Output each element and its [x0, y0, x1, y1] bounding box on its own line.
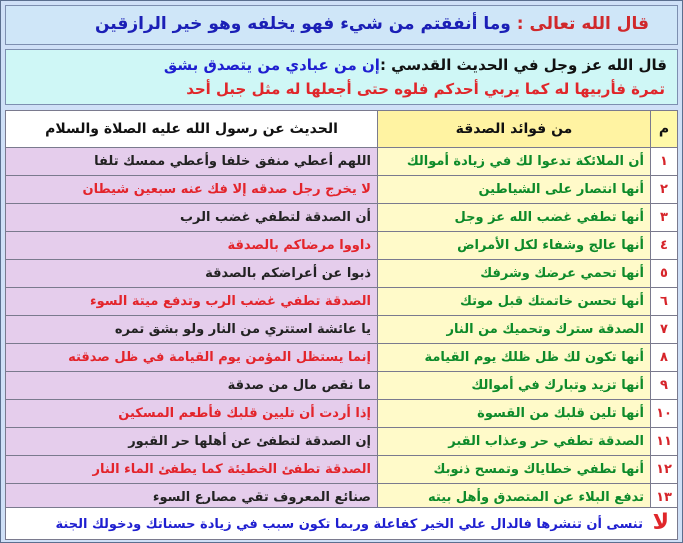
row-hadith: داووا مرضاكم بالصدقة	[6, 232, 378, 260]
row-benefit: أنها تطفي خطاياك وتمسح ذنوبك	[378, 456, 651, 484]
footer-la: لا	[652, 510, 669, 535]
header-number: م	[651, 111, 678, 148]
table-row	[6, 456, 678, 484]
row-benefit: الصدقة تطفي حر وعذاب القبر	[378, 428, 651, 456]
table-row	[6, 372, 678, 400]
table-row	[6, 400, 678, 428]
table-row	[6, 288, 678, 316]
row-hadith: ما نقص مال من صدقة	[6, 372, 378, 400]
table-row	[6, 260, 678, 288]
header-hadith: الحديث عن رسول الله عليه الصلاة والسلام	[6, 111, 378, 148]
footer-text: تنسى أن تنشرها فالدال علي الخير كفاعلة وربما تكون سبب في زيادة حسناتك ودخولك الجنة	[55, 517, 643, 532]
row-benefit: أنها تطفي غضب الله عز وجل	[378, 204, 651, 232]
table-row	[6, 204, 678, 232]
qudsi-line-2: تمرة فأربيها له كما يربي أحدكم فلوه حتى أجعلها له مثل جبل أحد	[186, 80, 665, 98]
row-benefit: أنها تحسن خاتمتك قبل موتك	[378, 288, 651, 316]
qudsi-hadith-banner	[5, 49, 678, 105]
row-number: ١٣	[651, 484, 678, 512]
row-hadith: لا يخرج رجل صدقه إلا فك عنه سبعين شيطان	[6, 176, 378, 204]
qudsi-prefix: قال الله عز وجل في الحديث القدسي :	[379, 56, 667, 74]
table-row	[6, 232, 678, 260]
row-hadith: ذبوا عن أعراضكم بالصدقة	[6, 260, 378, 288]
row-hadith: الصدقة تطفئ الخطيئة كما يطفئ الماء النار	[6, 456, 378, 484]
row-benefit: أنها تلين قلبك من القسوة	[378, 400, 651, 428]
table-row	[6, 176, 678, 204]
row-hadith: اللهم أعطي منفق خلفا وأعطي ممسك تلفا	[6, 148, 378, 176]
table-row	[6, 316, 678, 344]
qudsi-highlight: إن من عبادي من يتصدق بشق	[163, 56, 380, 74]
row-benefit: أنها انتصار على الشياطين	[378, 176, 651, 204]
row-number: ١	[651, 148, 678, 176]
row-hadith: إذا أردت أن تليين قلبك فأطعم المسكين	[6, 400, 378, 428]
quran-verse-banner	[5, 5, 678, 45]
row-hadith: الصدقة تطفي غضب الرب وتدفع ميتة السوء	[6, 288, 378, 316]
table-header-row	[6, 111, 678, 148]
row-number: ١٢	[651, 456, 678, 484]
row-benefit: أنها عالج وشفاء لكل الأمراض	[378, 232, 651, 260]
row-hadith: إنما يستظل المؤمن يوم القيامة في ظل صدقته	[6, 344, 378, 372]
row-benefit: تدفع البلاء عن المتصدق وأهل بيته	[378, 484, 651, 512]
row-number: ٩	[651, 372, 678, 400]
row-hadith: يا عائشة استتري من النار ولو بشق تمره	[6, 316, 378, 344]
row-benefit: أن الملائكة تدعوا لك في زيادة أموالك	[378, 148, 651, 176]
row-hadith: إن الصدقة لتطفئ عن أهلها حر القبور	[6, 428, 378, 456]
qudsi-line-1	[164, 56, 667, 74]
table-row	[6, 428, 678, 456]
charity-benefits-table	[5, 110, 678, 512]
row-benefit: الصدقة سترك وتحميك من النار	[378, 316, 651, 344]
row-benefit: أنها تحمي عرضك وشرفك	[378, 260, 651, 288]
row-number: ١١	[651, 428, 678, 456]
row-benefit: أنها تزيد وتبارك في أموالك	[378, 372, 651, 400]
row-number: ٥	[651, 260, 678, 288]
header-benefit: من فوائد الصدقة	[378, 111, 651, 148]
quran-verse	[95, 14, 649, 34]
row-number: ٢	[651, 176, 678, 204]
table-row	[6, 344, 678, 372]
row-number: ٨	[651, 344, 678, 372]
row-number: ٤	[651, 232, 678, 260]
row-hadith: صنائع المعروف تقي مصارع السوء	[6, 484, 378, 512]
share-reminder-footer	[5, 507, 678, 540]
row-benefit: أنها تكون لك ظل ظلك يوم القيامة	[378, 344, 651, 372]
row-number: ٦	[651, 288, 678, 316]
quran-verse-text: وما أنفقتم من شيء فهو يخلفه وهو خير الرازقين	[94, 14, 517, 34]
table-row	[6, 148, 678, 176]
row-number: ١٠	[651, 400, 678, 428]
row-number: ٣	[651, 204, 678, 232]
quran-verse-lead: قال الله تعالى :	[516, 14, 649, 34]
row-hadith: أن الصدقة لتطفي غضب الرب	[6, 204, 378, 232]
row-number: ٧	[651, 316, 678, 344]
